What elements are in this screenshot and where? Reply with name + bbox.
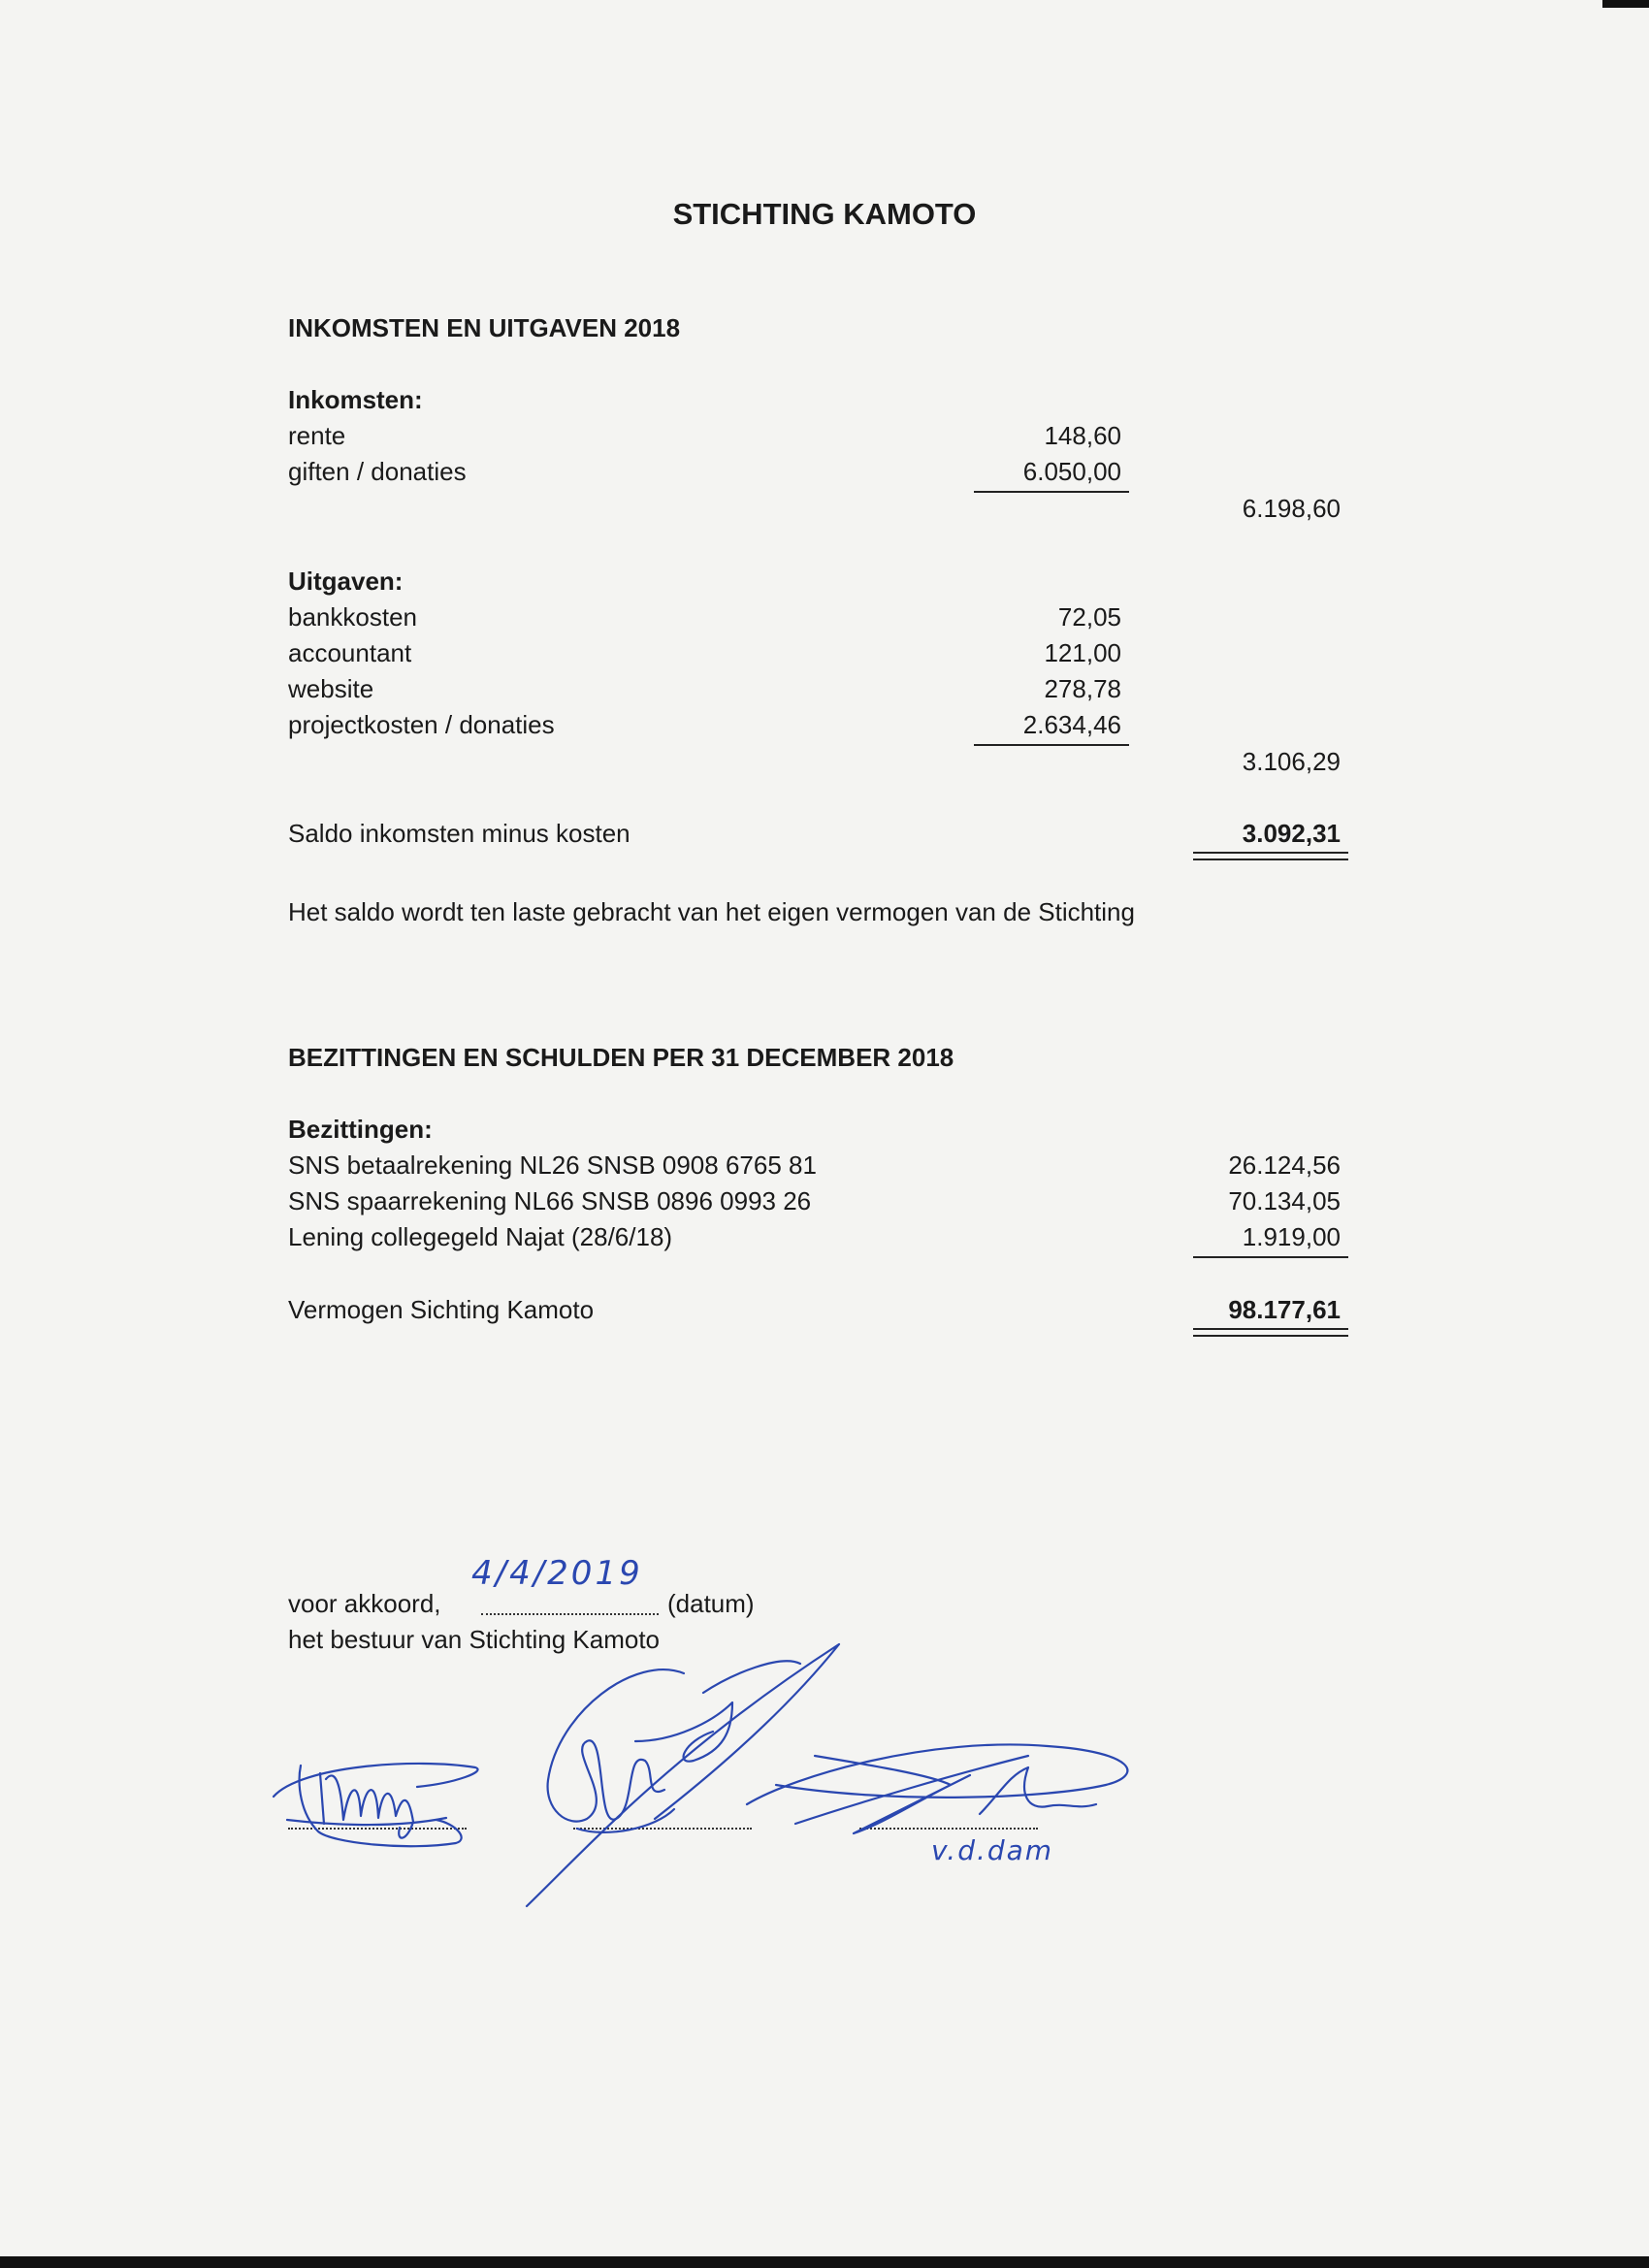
income-label: Inkomsten:: [288, 385, 423, 414]
subtotal-rule: [974, 491, 1129, 493]
subtotal-rule: [974, 744, 1129, 746]
approval-prefix: voor akkoord,: [288, 1589, 441, 1618]
subtotal-rule: [1193, 1256, 1348, 1258]
handwritten-name: v.d.dam: [931, 1834, 1054, 1866]
total-double-rule: [1193, 852, 1348, 860]
handwritten-date: 4/4/2019: [471, 1554, 643, 1593]
signature-1: [262, 1727, 495, 1872]
net-worth-label: Vermogen Sichting Kamoto: [288, 1295, 595, 1324]
expense-item-amount: 72,05: [1057, 602, 1121, 632]
income-item-amount: 148,60: [1044, 421, 1121, 450]
expense-item-amount: 121,00: [1044, 638, 1121, 667]
date-dotted-line: [481, 1613, 659, 1615]
expense-item-label: bankkosten: [288, 602, 417, 632]
board-line: het bestuur van Stichting Kamoto: [288, 1625, 661, 1654]
balance-sheet-heading: BEZITTINGEN EN SCHULDEN PER 31 DECEMBER 2018: [288, 1043, 954, 1072]
asset-item-label: Lening collegegeld Najat (28/6/18): [288, 1222, 673, 1251]
net-worth-amount: 98.177,61: [1228, 1295, 1341, 1324]
expense-item-label: projectkosten / donaties: [288, 710, 555, 739]
asset-item-amount: 26.124,56: [1228, 1150, 1341, 1180]
income-total: 6.198,60: [1242, 494, 1341, 523]
income-item-label: rente: [288, 421, 346, 450]
asset-item-amount: 1.919,00: [1242, 1222, 1341, 1251]
asset-item-label: SNS betaalrekening NL26 SNSB 0908 6765 81: [288, 1150, 817, 1180]
expense-item-amount: 278,78: [1044, 674, 1121, 703]
income-item-label: giften / donaties: [288, 457, 467, 486]
scan-edge: [0, 2256, 1649, 2268]
balance-label: Saldo inkomsten minus kosten: [288, 819, 630, 848]
expense-item-label: accountant: [288, 638, 412, 667]
assets-label: Bezittingen:: [288, 1115, 433, 1144]
balance-note: Het saldo wordt ten laste gebracht van het eigen vermogen van de Stichting: [288, 897, 1135, 926]
income-statement-heading: INKOMSTEN EN UITGAVEN 2018: [288, 313, 681, 342]
expense-item-amount: 2.634,46: [1022, 710, 1121, 739]
asset-item-label: SNS spaarrekening NL66 SNSB 0896 0993 26: [288, 1186, 812, 1215]
income-item-amount: 6.050,00: [1022, 457, 1121, 486]
expense-item-label: website: [288, 674, 374, 703]
scan-edge: [1602, 0, 1649, 8]
expenses-total: 3.106,29: [1242, 747, 1341, 776]
document-title: STICHTING KAMOTO: [672, 197, 977, 231]
total-double-rule: [1193, 1328, 1348, 1337]
expenses-label: Uitgaven:: [288, 567, 404, 596]
balance-amount: 3.092,31: [1242, 819, 1341, 848]
approval-suffix: (datum): [667, 1589, 755, 1618]
asset-item-amount: 70.134,05: [1228, 1186, 1341, 1215]
